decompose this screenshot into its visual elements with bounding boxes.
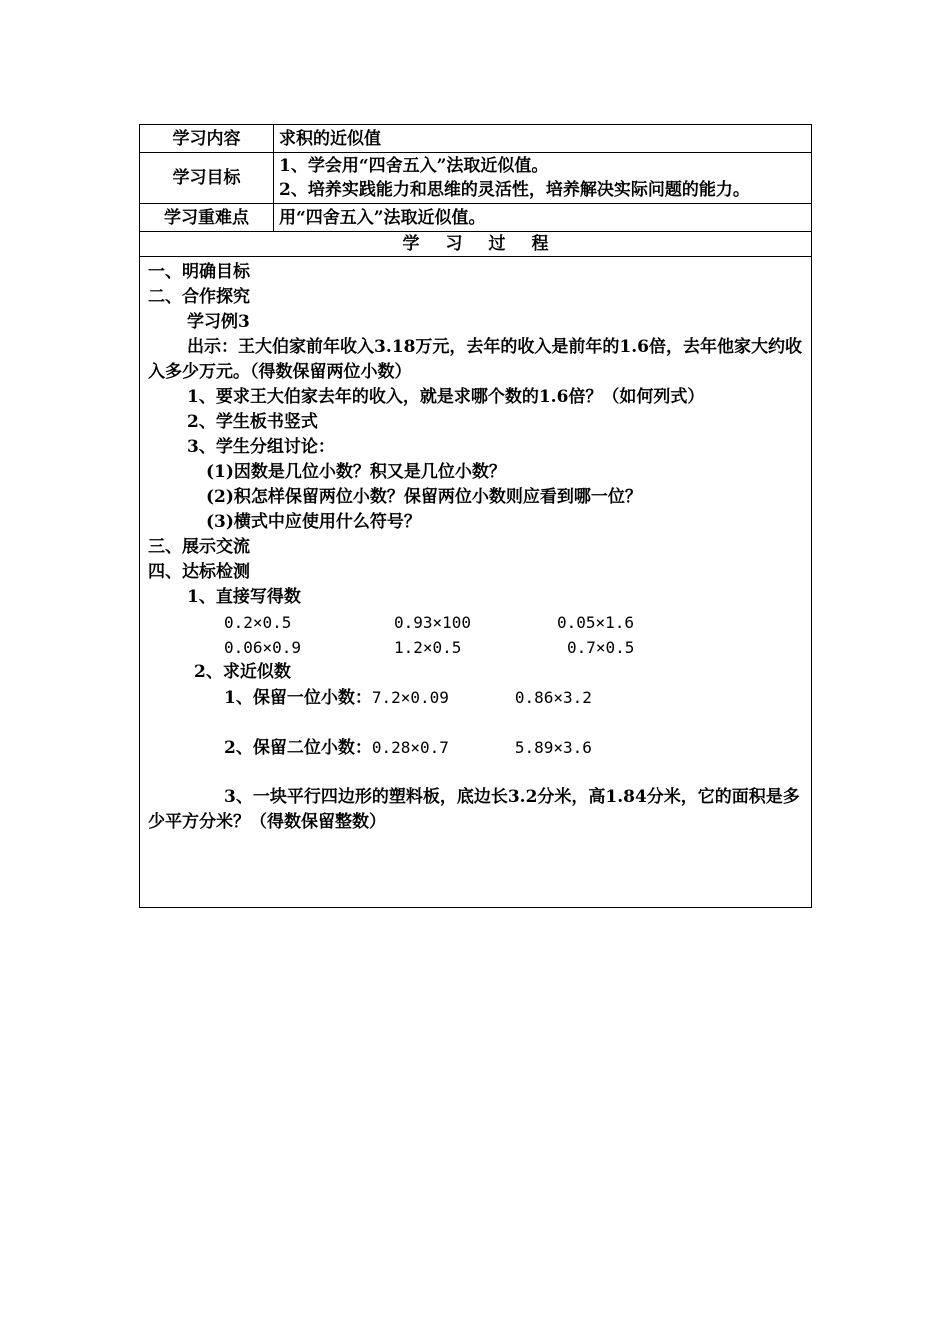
task-1: 1、直接写得数: [187, 587, 301, 607]
calc-item: 0.06×0.9: [224, 638, 302, 657]
row-process-body: [140, 257, 812, 908]
section-4: 四、达标检测: [148, 562, 250, 582]
task-3: 3、一块平行四边形的塑料板，底边长3.2分米，高1.84分米，它的面积是多少平方分米？（得数保留整数）: [148, 787, 800, 832]
question-1: 1、要求王大伯家去年的收入，就是求哪个数的1.6倍？（如何列式）: [187, 387, 705, 407]
goal-1: 1、学会用“四舍五入”法取近似值。: [279, 156, 549, 176]
approx-item: 0.86×3.2: [514, 688, 592, 707]
calc-row-2: [148, 635, 804, 660]
goal-label: 学习目标: [140, 153, 274, 204]
process-title: 学习过程: [140, 232, 812, 257]
section-1: 一、明确目标: [148, 262, 250, 282]
key-value: 用“四舍五入”法取近似值。: [274, 204, 812, 232]
content-label: 学习内容: [140, 125, 274, 153]
approx-item: 5.89×3.6: [514, 738, 592, 757]
calc-item: 0.93×100: [394, 613, 472, 632]
calc-item: 0.2×0.5: [224, 613, 292, 632]
discussion-2: (2)积怎样保留两位小数？保留两位小数则应看到哪一位？: [206, 487, 642, 507]
example-problem: 出示：王大伯家前年收入3.18万元，去年的收入是前年的1.6倍，去年他家大约收入多少万元。（得数保留两位小数）: [148, 337, 802, 382]
approx-label-2: 2、保留二位小数：: [224, 738, 372, 758]
row-goals: [140, 153, 812, 204]
key-label: 学习重难点: [140, 204, 274, 232]
lesson-plan-table: [139, 124, 812, 908]
goal-values: [274, 153, 812, 204]
approx-row-2: [148, 735, 804, 760]
calc-item: 1.2×0.5: [394, 638, 462, 657]
goal-2: 2、培养实践能力和思维的灵活性，培养解决实际问题的能力。: [279, 180, 750, 200]
row-content: [140, 125, 812, 153]
discussion-1: (1)因数是几位小数？积又是几位小数？: [206, 462, 506, 482]
row-key-points: [140, 204, 812, 232]
approx-item: 0.28×0.7: [371, 738, 449, 757]
spacer: [148, 710, 804, 735]
question-2: 2、学生板书竖式: [187, 412, 318, 432]
calc-item: 0.05×1.6: [557, 613, 635, 632]
approx-label-1: 1、保留一位小数：: [224, 688, 372, 708]
calc-item: 0.7×0.5: [567, 638, 635, 657]
row-process-title: [140, 232, 812, 257]
calc-row-1: [148, 610, 804, 635]
content-value: 求积的近似值: [274, 125, 812, 153]
approx-item: 7.2×0.09: [371, 688, 449, 707]
example-title: 学习例3: [187, 312, 250, 332]
discussion-3: (3)横式中应使用什么符号？: [206, 512, 421, 532]
section-3: 三、展示交流: [148, 537, 250, 557]
spacer: [148, 760, 804, 785]
question-3: 3、学生分组讨论：: [187, 437, 335, 457]
process-body: [140, 257, 812, 908]
task-2: 2、求近似数: [194, 662, 291, 682]
approx-row-1: [148, 685, 804, 710]
section-2: 二、合作探究: [148, 287, 250, 307]
